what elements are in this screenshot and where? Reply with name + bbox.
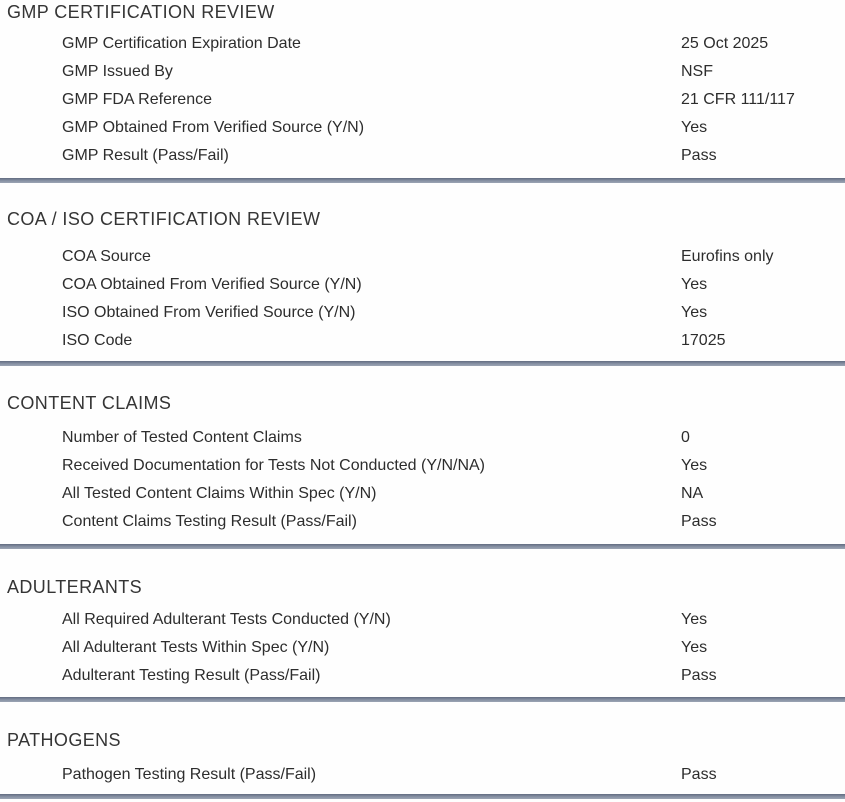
field-label: GMP Certification Expiration Date: [62, 35, 301, 52]
field-row: [0, 480, 845, 508]
field-value: Yes: [681, 611, 708, 628]
section-rows: [0, 606, 845, 690]
field-row: [0, 299, 845, 327]
field-label: GMP Result (Pass/Fail): [62, 147, 229, 164]
section-title: ADULTERANTS: [7, 577, 143, 597]
section-pathogens: [0, 730, 845, 789]
field-row: [0, 662, 845, 690]
section-content-claims: [0, 393, 845, 536]
field-value: Yes: [681, 119, 708, 136]
field-value: 0: [681, 429, 690, 446]
field-row: [0, 761, 845, 789]
section-divider: [0, 178, 845, 183]
section-divider: [0, 697, 845, 702]
field-row: [0, 86, 845, 114]
field-label: COA Obtained From Verified Source (Y/N): [62, 276, 362, 293]
section-divider: [0, 544, 845, 549]
field-label: Number of Tested Content Claims: [62, 429, 302, 446]
field-label: GMP FDA Reference: [62, 91, 212, 108]
field-label: All Adulterant Tests Within Spec (Y/N): [62, 639, 330, 656]
section-rows: [0, 30, 845, 170]
field-value: Yes: [681, 457, 708, 474]
field-value: Pass: [681, 766, 717, 783]
field-label: ISO Code: [62, 332, 133, 349]
field-label: Received Documentation for Tests Not Conducted (Y/N/NA): [62, 457, 486, 474]
field-value: Yes: [681, 304, 708, 321]
field-label: Pathogen Testing Result (Pass/Fail): [62, 766, 317, 783]
field-label: ISO Obtained From Verified Source (Y/N): [62, 304, 356, 321]
section-coa-iso-certification-review: [0, 209, 845, 355]
section-adulterants: [0, 577, 845, 690]
field-row: [0, 508, 845, 536]
field-value: Eurofins only: [681, 248, 774, 265]
section-title: COA / ISO CERTIFICATION REVIEW: [7, 209, 321, 229]
field-row: [0, 243, 845, 271]
field-value: Pass: [681, 147, 717, 164]
field-value: Yes: [681, 276, 708, 293]
section-gmp-certification-review: [0, 2, 845, 170]
field-row: [0, 271, 845, 299]
field-label: GMP Obtained From Verified Source (Y/N): [62, 119, 365, 136]
field-label: GMP Issued By: [62, 63, 173, 80]
section-divider: [0, 361, 845, 366]
section-divider: [0, 794, 845, 799]
field-row: [0, 424, 845, 452]
section-rows: [0, 761, 845, 789]
field-label: COA Source: [62, 248, 151, 265]
field-row: [0, 634, 845, 662]
field-value: 21 CFR 111/117: [681, 91, 795, 108]
field-label: Content Claims Testing Result (Pass/Fail): [62, 513, 357, 530]
field-value: NA: [681, 485, 704, 502]
field-label: All Tested Content Claims Within Spec (Y/N): [62, 485, 377, 502]
field-value: Pass: [681, 667, 717, 684]
field-row: [0, 58, 845, 86]
field-value: Pass: [681, 513, 717, 530]
field-label: Adulterant Testing Result (Pass/Fail): [62, 667, 321, 684]
field-row: [0, 114, 845, 142]
field-value: Yes: [681, 639, 708, 656]
section-rows: [0, 243, 845, 355]
field-row: [0, 142, 845, 170]
section-rows: [0, 424, 845, 536]
field-row: [0, 452, 845, 480]
section-title: GMP CERTIFICATION REVIEW: [7, 2, 275, 22]
section-title: PATHOGENS: [7, 730, 121, 750]
field-value: 17025: [681, 332, 726, 349]
field-value: NSF: [681, 63, 713, 80]
field-row: [0, 606, 845, 634]
field-label: All Required Adulterant Tests Conducted (Y/N): [62, 611, 391, 628]
certification-review-document: [0, 2, 845, 802]
field-row: [0, 327, 845, 355]
section-title: CONTENT CLAIMS: [7, 393, 172, 413]
field-value: 25 Oct 2025: [681, 35, 769, 52]
field-row: [0, 30, 845, 58]
